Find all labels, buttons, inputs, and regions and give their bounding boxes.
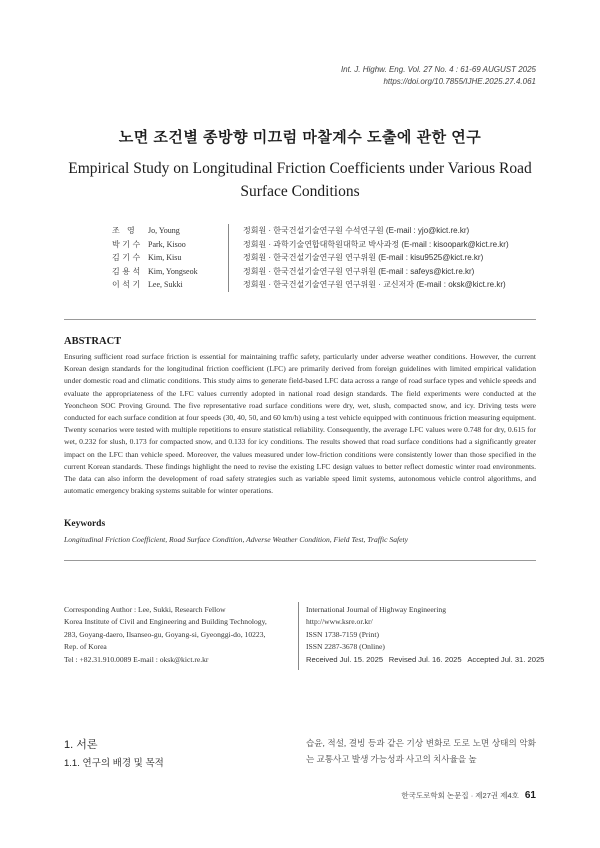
- revised-date: Jul. 16. 2025: [418, 654, 462, 664]
- author-name-korean: 박기수: [112, 239, 143, 249]
- issn-online: ISSN 2287-3678 (Online): [306, 642, 385, 652]
- page-footer: [401, 790, 536, 801]
- author-name-english: Kim, Kisu: [148, 253, 182, 262]
- author-divider: [228, 251, 243, 265]
- author-list: [112, 224, 509, 292]
- corresponding-line: 283, Goyang-daero, Ilsanseo-gu, Goyang-si, Gyeonggi-do, 10223,: [64, 629, 266, 639]
- received-date: Jul. 15. 2025: [339, 654, 384, 664]
- corresponding-line: Corresponding Author : Lee, Sukki, Research Fellow: [64, 605, 226, 614]
- author-name-korean: 김기수: [112, 253, 143, 262]
- author-row: [112, 265, 509, 279]
- accepted-date: Jul. 31. 2025: [500, 654, 545, 664]
- journal-meta-block: [306, 604, 545, 666]
- author-divider: [228, 238, 243, 252]
- journal-url[interactable]: http://www.ksre.or.kr/: [306, 617, 373, 627]
- keywords-text: Longitudinal Friction Coefficient, Road Surface Condition, Adverse Weather Condition, Field Test, Traffic Safety: [64, 535, 408, 544]
- revised-label: Revised: [388, 654, 417, 664]
- abstract-text: Ensuring sufficient road surface friction is essential for maintaining traffic safety, particularly under adverse weather conditions. However, the current Korean design standards for the longitudinal friction coefficient (LFC) are primarily derived from foreign guidelines with limited empirical validation under domestic road and climatic conditions. This study aims to generate field-based LFC data across a range of road surface types and vehicle speeds and evaluate the appropriateness of the LFC values currently adopted in national road design standards. The field experiments were conducted at the Yeoncheon SOC Proving Ground. The five representative road surface conditions were dry, wet, slush, compacted snow, and icy. Driving tests were conducted for each surface condition at four speeds (30, 40, 50, and 60 km/h) using a test vehicle equipped with continuous friction measuring equipment. Twenty scenarios were tested with multiple repetitions to ensure statistical reliability. Consequently, the average LFC values were 0.748 for dry, 0.615 for wet, 0.232 for slush, 0.173 for compacted snow, and 0.133 for icy conditions. The results showed that road surface conditions had a significantly greater impact on the LFC than vehicle speed. Moreover, the values measured under low-friction conditions were consistently lower than those specified in the current Korean standards. These findings highlight the need to revise the existing LFC design values to better reflect domestic winter road environments. The data can also inform the development of road safety strategies such as variable speed limit systems, autonomous vehicle control algorithms, and automatic emergency braking systems suitable for winter operations.: [64, 352, 536, 496]
- journal-citation: Int. J. Highw. Eng. Vol. 27 No. 4 : 61-69 AUGUST 2025: [340, 65, 536, 74]
- author-name-korean: 조 영: [112, 226, 138, 235]
- author-name-english: Park, Kisoo: [148, 239, 186, 249]
- abstract-heading: ABSTRACT: [64, 336, 122, 347]
- author-affiliation: 정회원 · 한국건설기술연구원 연구위원 (E-mail : kisu9525@kict.re.kr): [243, 253, 484, 262]
- author-affiliation: 정회원 · 한국건설기술연구원 연구위원 (E-mail : safeys@kict.re.kr): [243, 266, 475, 276]
- title-korean: 노면 조건별 종방향 미끄럼 마찰계수 도출에 관한 연구: [118, 129, 482, 146]
- author-divider: [228, 224, 243, 238]
- author-row: [112, 224, 509, 238]
- author-affiliation: 정회원 · 과학기술연합대학원대학교 박사과정 (E-mail : kisoopark@kict.re.kr): [243, 239, 509, 249]
- author-affiliation: 정회원 · 한국건설기술연구원 연구위원 · 교신저자 (E-mail : oksk@kict.re.kr): [243, 280, 506, 289]
- footer-journal: 한국도로학회 논문집 · 제27권 제4호: [401, 791, 519, 800]
- issn-print: ISSN 1738-7159 (Print): [306, 629, 379, 639]
- corresponding-line: Tel : +82.31.910.0089 E-mail : oksk@kict.re.kr: [64, 654, 209, 664]
- keywords-heading: Keywords: [64, 519, 106, 529]
- article-dates: [306, 654, 545, 666]
- accepted-label: Accepted: [467, 654, 499, 664]
- page-number: 61: [524, 790, 536, 801]
- author-name-english: Kim, Yongseok: [148, 266, 198, 276]
- corresponding-author-block: [64, 604, 294, 666]
- author-name-korean: 김용석: [112, 266, 143, 276]
- author-name-english: Lee, Sukki: [148, 280, 183, 289]
- intro-paragraph: 습윤, 적설, 결빙 등과 같은 기상 변화로 도로 노면 상태의 악화는 교통사고 발생 가능성과 사고의 치사율을 높: [306, 738, 536, 764]
- corresponding-line: Rep. of Korea: [64, 642, 107, 652]
- author-affiliation: 정회원 · 한국건설기술연구원 수석연구원 (E-mail : yjo@kict.re.kr): [243, 226, 470, 235]
- column-divider: [298, 602, 299, 670]
- author-divider: [228, 265, 243, 279]
- author-row: [112, 278, 509, 292]
- keywords-bottom-rule: [64, 560, 536, 561]
- received-label: Received: [306, 654, 338, 664]
- subsection-heading: 1.1. 연구의 배경 및 목적: [64, 758, 164, 769]
- author-name-english: Jo, Young: [148, 226, 180, 235]
- title-english: Empirical Study on Longitudinal Friction Coefficients under Various Road Surface Conditions: [68, 160, 532, 200]
- journal-doi[interactable]: https://doi.org/10.7855/IJHE.2025.27.4.061: [383, 77, 536, 86]
- corresponding-line: Korea Institute of Civil and Engineering and Building Technology,: [64, 617, 267, 627]
- author-row: [112, 251, 509, 265]
- journal-citation-block: [341, 64, 536, 88]
- author-divider: [228, 278, 243, 292]
- section-heading: 1. 서론: [64, 739, 98, 751]
- author-name-korean: 이석기: [112, 280, 143, 289]
- author-row: [112, 238, 509, 252]
- journal-name: International Journal of Highway Engineering: [306, 605, 447, 614]
- abstract-top-rule: [64, 319, 536, 320]
